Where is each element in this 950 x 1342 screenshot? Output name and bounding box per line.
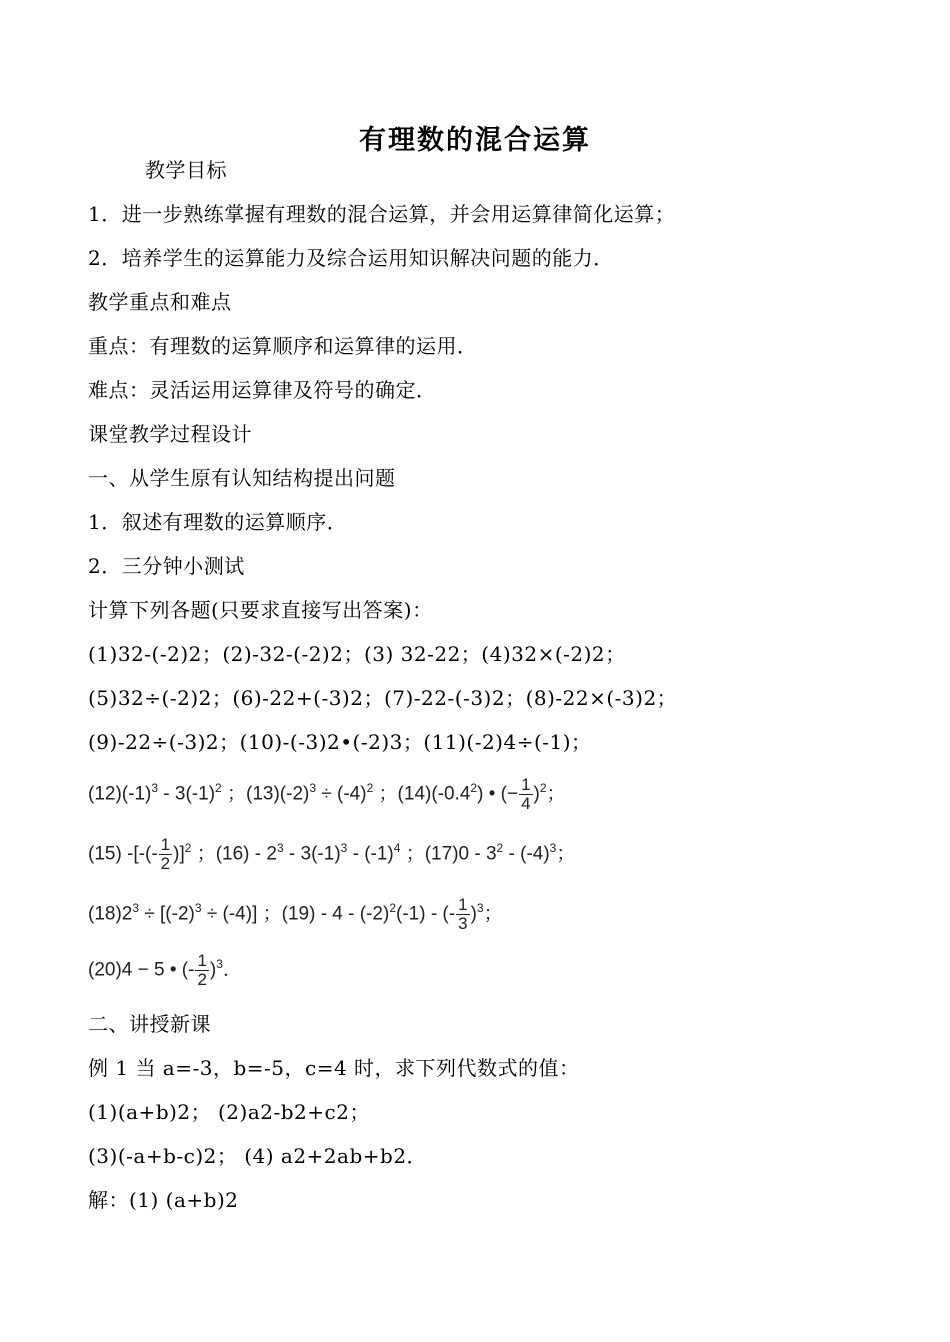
paragraph: 重点：有理数的运算顺序和运算律的运用．	[88, 334, 478, 358]
solution-line: 解：(1) (a+b)2	[88, 1188, 239, 1212]
fraction: $\frac{1}{2}$	[160, 835, 171, 873]
section-heading-part-one: 一、从学生原有认知结构提出问题	[88, 466, 396, 490]
formula-line-20: (20)4 − 5 • (- $\frac{1}{2}$ )$^3$．	[88, 951, 242, 989]
section-heading-part-two: 二、讲授新课	[88, 1012, 211, 1036]
paragraph: 1．进一步熟练掌握有理数的混合运算，并会用运算律简化运算；	[88, 202, 676, 226]
paragraph: 难点：灵活运用运算律及符号的确定．	[88, 378, 437, 402]
exercise-line: (9)-22÷(-3)2；(10)-(-3)2•(-2)3；(11)(-2)4÷(-1)；	[88, 730, 592, 754]
fraction: $\frac{1}{4}$	[521, 775, 531, 813]
paragraph: 计算下列各题(只要求直接写出答案)：	[88, 598, 433, 622]
fraction: $\frac{1}{3}$	[458, 895, 468, 933]
document-title: 有理数的混合运算	[359, 125, 591, 156]
paragraph: 2．培养学生的运算能力及综合运用知识解决问题的能力．	[88, 246, 614, 270]
paragraph: 2．三分钟小测试	[88, 554, 245, 578]
example-line: 例 1 当 a=-3，b=-5，c=4 时，求下列代数式的值：	[88, 1056, 580, 1080]
example-line: (1)(a+b)2； (2)a2-b2+c2；	[88, 1100, 370, 1124]
section-heading-process: 课堂教学过程设计	[88, 422, 252, 446]
paragraph: 1．叙述有理数的运算顺序．	[88, 510, 348, 534]
section-heading-focus: 教学重点和难点	[88, 290, 232, 314]
fraction: $\frac{1}{2}$	[197, 951, 207, 989]
example-line: (3)(-a+b-c)2； (4) a2+2ab+b2．	[88, 1144, 428, 1168]
exercise-line: (1)32-(-2)2；(2)-32-(-2)2；(3) 32-22；(4)32×(-2)2；	[88, 642, 626, 666]
formula-line-15-17: (15) -[-(- $\frac{1}{2}$ )]$^2$ ；$(16) - 2^3 - 3(-1)^3 - (-1)^4$ ；$(17)0 - 3^2 - (-4)^3$；	[88, 835, 576, 873]
exercise-line: (5)32÷(-2)2；(6)-22+(-3)2；(7)-22-(-3)2；(8)-22×(-3)2；	[88, 686, 678, 710]
section-heading-goals: 教学目标	[145, 158, 227, 182]
formula-line-18-19: $(18)2^3 \div [(-2)^3 \div (-4)]$ ；$(19) - 4 - (-2)^2(-1)$ - (- $\frac{1}{3}$ )$^3$；	[88, 895, 503, 933]
formula-line-12-14: $(12)(-1)^3 - 3(-1)^2$ ；$(13)(-2)^3 \div (-4)^2$ ；$(14)(-0.4^2)$ • (− $\frac{1}{4}$ )$^2$；	[88, 775, 566, 813]
